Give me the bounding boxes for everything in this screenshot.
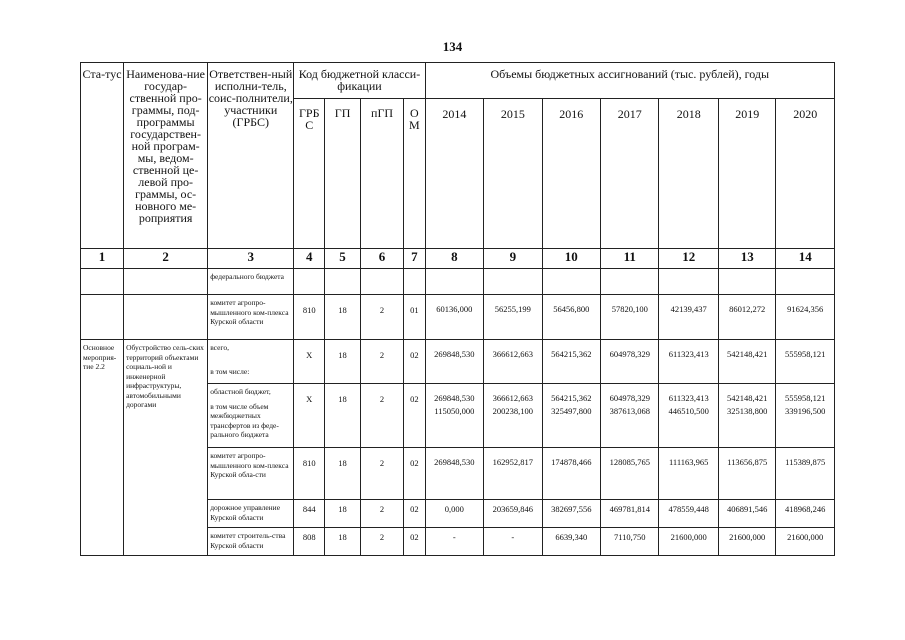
responsible-incl-label: в том числе: bbox=[210, 366, 250, 376]
value-cell: 21600,000 bbox=[718, 528, 775, 556]
col-number: 1 bbox=[81, 249, 124, 269]
header-grbs: ГРБ С bbox=[294, 99, 325, 249]
responsible-cell: комитет агропро-мышленного ком-плекса Курской обла-сти bbox=[208, 448, 294, 500]
value-cell: 21600,000 bbox=[776, 528, 835, 556]
col-number: 8 bbox=[425, 249, 483, 269]
header-year: 2019 bbox=[718, 99, 775, 249]
header-om: О М bbox=[404, 99, 426, 249]
col-number: 11 bbox=[601, 249, 659, 269]
empty-cell bbox=[81, 269, 124, 295]
col-number: 14 bbox=[776, 249, 835, 269]
responsible-total-label: всего, bbox=[210, 343, 229, 352]
header-year: 2016 bbox=[542, 99, 600, 249]
value-transfer: 446510,500 bbox=[668, 406, 709, 416]
gp-cell: 18 bbox=[325, 448, 361, 500]
value-transfer: 325497,800 bbox=[551, 406, 592, 416]
value-cell: 542148,421 bbox=[718, 340, 775, 384]
value-cell: 86012,272 bbox=[718, 295, 775, 340]
value-cell: 203659,846 bbox=[484, 500, 542, 528]
gp-cell: 18 bbox=[325, 340, 361, 384]
header-pgp: пГП bbox=[361, 99, 404, 249]
responsible-cell: комитет строитель-ства Курской области bbox=[208, 528, 294, 556]
header-year: 2020 bbox=[776, 99, 835, 249]
page-number: 134 bbox=[442, 39, 463, 54]
gp-cell: 18 bbox=[325, 295, 361, 340]
col-number: 3 bbox=[208, 249, 294, 269]
value-cell: 56456,800 bbox=[542, 295, 600, 340]
pgp-cell: 2 bbox=[361, 295, 404, 340]
value-transfer: 325138,800 bbox=[727, 406, 768, 416]
om-cell: 01 bbox=[404, 295, 426, 340]
col-number: 10 bbox=[542, 249, 600, 269]
value-cell bbox=[776, 384, 835, 448]
col-number: 7 bbox=[404, 249, 426, 269]
col-number: 6 bbox=[361, 249, 404, 269]
pgp-cell: 2 bbox=[361, 448, 404, 500]
om-cell: 02 bbox=[404, 448, 426, 500]
header-gp: ГП bbox=[325, 99, 361, 249]
empty-cell bbox=[124, 269, 208, 295]
responsible-cell: дорожное управление Курской области bbox=[208, 500, 294, 528]
value-cell: 111163,965 bbox=[659, 448, 718, 500]
value-cell: 564215,362 bbox=[542, 340, 600, 384]
value-cell bbox=[601, 384, 659, 448]
pgp-cell: 2 bbox=[361, 384, 404, 448]
om-cell: 02 bbox=[404, 528, 426, 556]
value-transfer: 200238,100 bbox=[492, 406, 533, 416]
col-number: 12 bbox=[659, 249, 718, 269]
value-cell: 555958,121 bbox=[776, 340, 835, 384]
value-cell: 21600,000 bbox=[659, 528, 718, 556]
pgp-cell: 2 bbox=[361, 340, 404, 384]
budget-table bbox=[80, 62, 835, 556]
om-cell: 02 bbox=[404, 384, 426, 448]
value-cell: 6639,340 bbox=[542, 528, 600, 556]
col-number: 5 bbox=[325, 249, 361, 269]
value-cell: 366612,663 bbox=[484, 340, 542, 384]
value-cell: 269848,530 bbox=[425, 448, 483, 500]
header-volumes: Объемы бюджетных ассигнований (тыс. рублей), годы bbox=[425, 63, 834, 99]
gp-cell: 18 bbox=[325, 500, 361, 528]
responsible-regional-label: областной бюджет, bbox=[210, 387, 271, 396]
value-cell: 174878,466 bbox=[542, 448, 600, 500]
gp-cell: 18 bbox=[325, 384, 361, 448]
responsible-cell bbox=[208, 340, 294, 384]
col-number: 4 bbox=[294, 249, 325, 269]
grbs-cell: 844 bbox=[294, 500, 325, 528]
value-cell: 42139,437 bbox=[659, 295, 718, 340]
value-cell: 418968,246 bbox=[776, 500, 835, 528]
col-number: 9 bbox=[484, 249, 542, 269]
empty-cell bbox=[81, 295, 124, 340]
grbs-cell: 810 bbox=[294, 448, 325, 500]
header-responsible: Ответствен-ный исполни-тель, соис-полнители, участники (ГРБС) bbox=[208, 63, 294, 249]
responsible-cell: федерального бюджета bbox=[208, 269, 294, 295]
grbs-cell: 810 bbox=[294, 295, 325, 340]
value-transfer: 115050,000 bbox=[434, 406, 475, 416]
value-cell: 115389,875 bbox=[776, 448, 835, 500]
header-year: 2014 bbox=[425, 99, 483, 249]
value-cell: 60136,000 bbox=[425, 295, 483, 340]
value-cell: 611323,413 bbox=[659, 340, 718, 384]
value-transfer: 387613,068 bbox=[609, 406, 650, 416]
value-cell: 269848,530 bbox=[425, 340, 483, 384]
value-main: 564215,362 bbox=[551, 393, 592, 403]
value-cell: 91624,356 bbox=[776, 295, 835, 340]
value-main: 555958,121 bbox=[785, 393, 826, 403]
program-name-cell: Обустройство сель-ских территорий объектами социаль-ной и инженерной инфраструктуры, автомобильными дорогами bbox=[124, 340, 208, 556]
om-cell: 02 bbox=[404, 500, 426, 528]
grbs-cell: X bbox=[294, 384, 325, 448]
value-main: 269848,530 bbox=[434, 393, 475, 403]
value-cell: 57820,100 bbox=[601, 295, 659, 340]
value-cell: 0,000 bbox=[425, 500, 483, 528]
value-cell bbox=[542, 384, 600, 448]
value-main: 604978,329 bbox=[609, 393, 650, 403]
value-cell bbox=[484, 384, 542, 448]
pgp-cell: 2 bbox=[361, 528, 404, 556]
value-cell bbox=[718, 384, 775, 448]
value-cell: - bbox=[484, 528, 542, 556]
gp-cell: 18 bbox=[325, 528, 361, 556]
value-cell: 604978,329 bbox=[601, 340, 659, 384]
om-cell: 02 bbox=[404, 340, 426, 384]
value-cell: 7110,750 bbox=[601, 528, 659, 556]
value-main: 366612,663 bbox=[492, 393, 533, 403]
header-budget-code: Код бюджетной класси-фикации bbox=[294, 63, 425, 99]
value-cell bbox=[659, 384, 718, 448]
value-cell: 56255,199 bbox=[484, 295, 542, 340]
value-cell: 113656,875 bbox=[718, 448, 775, 500]
value-cell: 162952,817 bbox=[484, 448, 542, 500]
responsible-cell: комитет агропро-мышленного ком-плекса Курской области bbox=[208, 295, 294, 340]
header-year: 2018 bbox=[659, 99, 718, 249]
pgp-cell: 2 bbox=[361, 500, 404, 528]
header-year: 2015 bbox=[484, 99, 542, 249]
empty-cell bbox=[124, 295, 208, 340]
value-cell bbox=[425, 384, 483, 448]
value-transfer: 339196,500 bbox=[785, 406, 826, 416]
value-main: 611323,413 bbox=[668, 393, 709, 403]
value-cell: 128085,765 bbox=[601, 448, 659, 500]
responsible-transfer-label: в том числе объем межбюджетных трансфертов из феде-рального бюджета bbox=[210, 401, 279, 439]
col-number: 2 bbox=[124, 249, 208, 269]
grbs-cell: 808 bbox=[294, 528, 325, 556]
value-cell: 406891,546 bbox=[718, 500, 775, 528]
value-cell: 382697,556 bbox=[542, 500, 600, 528]
status-cell: Основное мероприя-тие 2.2 bbox=[81, 340, 124, 556]
value-cell: 469781,814 bbox=[601, 500, 659, 528]
responsible-cell bbox=[208, 384, 294, 448]
value-main: 542148,421 bbox=[727, 393, 768, 403]
header-status: Ста-тус bbox=[81, 63, 124, 249]
grbs-cell: X bbox=[294, 340, 325, 384]
header-year: 2017 bbox=[601, 99, 659, 249]
value-cell: 478559,448 bbox=[659, 500, 718, 528]
value-cell: - bbox=[425, 528, 483, 556]
col-number: 13 bbox=[718, 249, 775, 269]
header-program-name: Наименова-ние государ-ственной про-граммы, под-программы государствен-ной програм-мы, ведом-ственной це-левой про-граммы, ос-новного ме-роприятия bbox=[124, 63, 208, 249]
